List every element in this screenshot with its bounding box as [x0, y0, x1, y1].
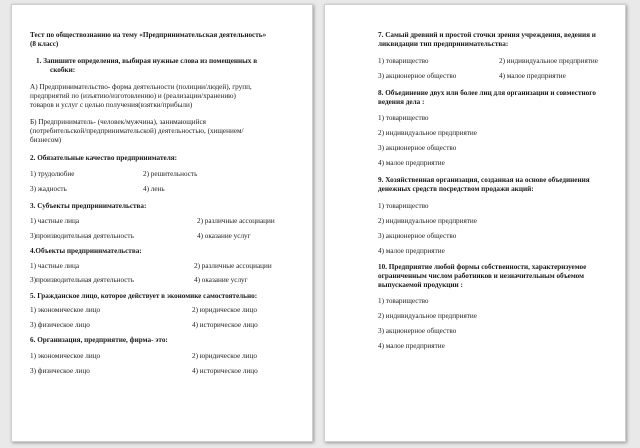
q2-option: 1) трудолюбие [30, 170, 75, 178]
q7-title-cont: ликвидации тип предпринимательства: [378, 40, 509, 48]
q10-option: 2) индивидуальное предприятие [378, 312, 477, 320]
q2-title: 2. Обязательные качество предпринимателя: [30, 154, 178, 162]
q6-option: 3) физическое лицо [30, 367, 90, 375]
q10-title: 10. Предприятие любой формы собственности, характеризуемое [378, 263, 587, 271]
q7-option: 3) акционерное общество [378, 72, 457, 80]
q5-option: 1) экономическое лицо [30, 306, 101, 314]
q4-option: 3)производительная деятельность [30, 276, 134, 284]
q9-option: 1) товарищество [378, 202, 429, 210]
q1-title: 1. Запишите определения, выбирая нужные слова из помещенных в [36, 57, 258, 65]
q6-title: 6. Организация, предприятие, фирма- это: [30, 336, 168, 344]
q5-title: 5. Гражданское лицо, которое действует в экономике самостоятельно: [30, 292, 258, 300]
q5-option: 4) историческое лицо [192, 321, 258, 329]
q3-option: 1) частные лица [30, 217, 80, 225]
q8-title: 8. Объединение двух или более лиц для организации и совместного [378, 89, 596, 97]
q7-title: 7. Самый древний и простой сточки зрения учреждения, ведения и [378, 31, 596, 39]
q2-option: 2) решительность [143, 170, 198, 178]
q4-option: 2) различные ассоциации [194, 262, 272, 270]
q3-option: 2) различные ассоциации [197, 217, 275, 225]
q3-title: 3. Субъекты предпринимательства: [30, 202, 147, 210]
q2-option: 4) лень [143, 185, 165, 193]
q8-option: 3) акционерное общество [378, 144, 457, 152]
q7-option: 1) товарищество [378, 57, 429, 65]
q10-option: 1) товарищество [378, 297, 429, 305]
q7-option: 2) индивидуальное предприятие [499, 57, 598, 65]
q10-title-cont2: выпускаемой продукции : [378, 281, 463, 289]
q3-option: 4) оказание услуг [197, 232, 251, 240]
q1-title-cont: скобки: [50, 66, 76, 74]
q5-option: 3) физическое лицо [30, 321, 90, 329]
q1-statement-a-cont1: предприятий по (изъятию/изготовлению) и (реализации/хранению) [30, 92, 236, 100]
q10-option: 3) акционерное общество [378, 327, 457, 335]
q5-option: 2) юридическое лицо [192, 306, 257, 314]
q1-statement-b: Б) Предприниматель- (человек/мужчина), занимающийся [30, 118, 206, 126]
q4-title: 4.Объекты предпринимательства: [30, 247, 142, 255]
q1-statement-a-cont2: товаров и услуг с целью получения(взятки/прибыли) [30, 101, 193, 109]
q8-title-cont: ведения дела : [378, 98, 425, 106]
q8-option: 2) индивидуальное предприятие [378, 129, 477, 137]
q9-option: 2) индивидуальное предприятие [378, 217, 477, 225]
q2-option: 3) жадность [30, 185, 67, 193]
document-page-right [324, 4, 626, 442]
q6-option: 1) экономическое лицо [30, 352, 101, 360]
test-title: Тест по обществознанию на тему «Предпринимательская деятельность» [30, 31, 267, 39]
q10-title-cont1: ограниченным числом работников и незначительным объемом [378, 272, 585, 280]
q4-option: 4) оказание услуг [194, 276, 248, 284]
q10-option: 4) малое предприятие [378, 342, 445, 350]
q9-title: 9. Хозяйственная организация, созданная на основе объединения [378, 176, 590, 184]
q8-option: 1) товарищество [378, 114, 429, 122]
q7-option: 4) малое предприятие [499, 72, 566, 80]
q1-statement-a: А) Предпринимательство- форма деятельности (полиции/людей), групп, [30, 83, 252, 91]
q9-option: 4) малое предприятие [378, 247, 445, 255]
q9-option: 3) акционерное общество [378, 232, 457, 240]
test-subtitle-grade: (8 класс) [30, 40, 59, 48]
q9-title-cont: денежных средств посредством продажи акций: [378, 185, 534, 193]
document-page-left [11, 4, 313, 442]
q3-option: 3)производительная деятельность [30, 232, 134, 240]
q1-statement-b-cont1: (потребительской/предпринимательской) деятельностью, (хищением/ [30, 127, 244, 135]
q6-option: 2) юридическое лицо [192, 352, 257, 360]
q4-option: 1) частные лица [30, 262, 80, 270]
q6-option: 4) историческое лицо [192, 367, 258, 375]
q8-option: 4) малое предприятие [378, 159, 445, 167]
q1-statement-b-cont2: бизнесом) [30, 136, 62, 144]
